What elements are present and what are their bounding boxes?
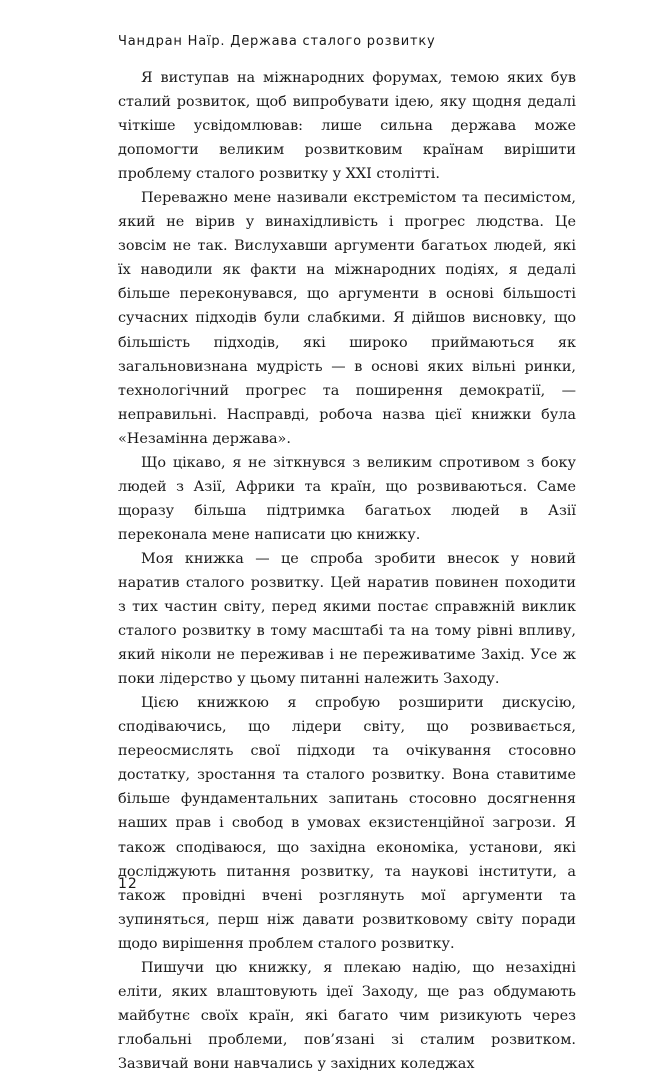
paragraph: Що цікаво, я не зіткнувся з великим спротивом з боку людей з Азії, Африки та країн, що розвиваються. Саме щоразу більша підтримка багатьох людей в Азії переконала мене написати цю книжку. <box>118 454 576 543</box>
body-text <box>118 66 576 1076</box>
page-number: 12 <box>118 876 138 892</box>
paragraph: Цією книжкою я спробую розширити дискусію, сподіваючись, що лідери світу, що розвивається, переосмислять свої підходи та очікування стосовно достатку, зростання та сталого розвитку. Вона ставитиме більше фундаментальних запитань стосовно досягнення наших прав і свобод в умовах екзистенційної загрози. Я також сподіваюся, що західна економіка, установи, які досліджують питання розвитку, та наукові інститути, а також провідні вчені розглянуть мої аргументи та зупиняться, перш ніж давати розвитковому світу поради щодо вирішення проблем сталого розвитку. <box>118 695 576 952</box>
paragraph: Пишучи цю книжку, я плекаю надію, що незахідні еліти, яких влаштовують ідеї Заходу, ще раз обдумають майбутнє своїх країн, які багато чим ризикують через глобальні проблеми, пов’язані зі сталим розвитком. Зазвичай вони навчались у західних коледжах <box>118 959 576 1072</box>
paragraph: Переважно мене називали екстремістом та песимістом, який не вірив у винахідливість і прогрес людства. Це зовсім не так. Вислухавши аргументи багатьох людей, які їх наводили як факти на міжнародних подіях, я дедалі більше переконувався, що аргументи в основі більшості сучасних підходів були слабкими. Я дійшов висновку, що більшість підходів, які широко приймаються як загальновизнана мудрість — в основі яких вільні ринки, технологічний прогрес та поширення демократії, — неправильні. Насправді, робоча назва цієї книжки була «Незамінна держава». <box>118 190 576 447</box>
paragraph: Я виступав на міжнародних форумах, темою яких був сталий розвиток, щоб випробувати ідею, яку щодня дедалі чіткіше усвідомлював: лише сильна держава може допомогти великим розвитковим країнам вирішити проблему сталого розвитку у XXI столітті. <box>118 70 576 183</box>
paragraph: Моя книжка — це спроба зробити внесок у новий наратив сталого розвитку. Цей наратив повинен походити з тих частин світу, перед якими постає справжній виклик сталого розвитку в тому масштабі та на тому рівні впливу, який ніколи не переживав і не переживатиме Захід. Усе ж поки лідерство у цьому питанні належить Заходу. <box>118 550 576 688</box>
running-head: Чандран Наїр. Держава сталого розвитку <box>118 34 436 49</box>
